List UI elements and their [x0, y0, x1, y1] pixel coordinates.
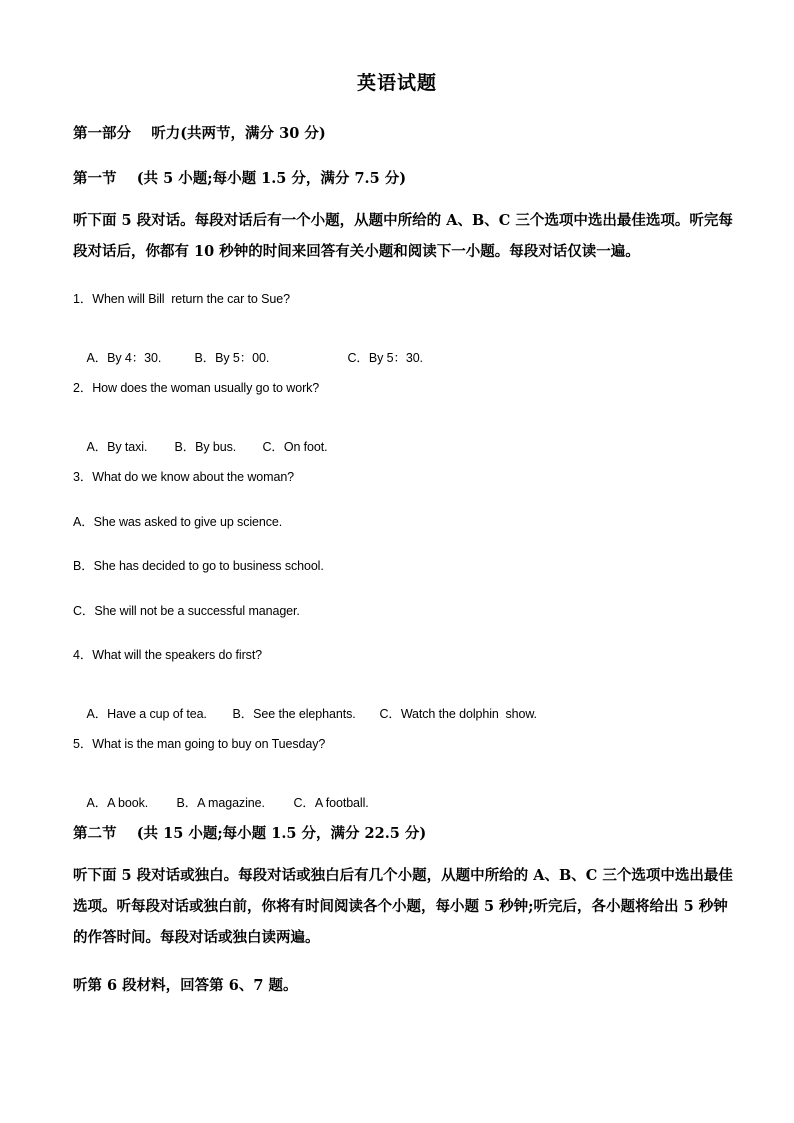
section2-instructions: 听下面 5 段对话或独白。每段对话或独白后有几个小题，从题中所给的 A、B、C 三个选项中选出最佳选项。听每段对话或独白前，你将有时间阅读各个小题，每小题 5 秒钟;听完后，各小题将给出 5 秒钟的作答时间。每段对话或独白读两遍。: [73, 867, 733, 946]
page-title: 英语试题: [356, 72, 437, 94]
question-4-stem: 4．What will the speakers do first?: [73, 648, 263, 662]
question-5-option-b: B．A magazine.: [176, 796, 265, 810]
question-4-option-a: A．Have a cup of tea.: [86, 707, 207, 721]
question-4-option-c: C．Watch the dolphin show.: [379, 707, 537, 721]
question-3-stem: 3．What do we know about the woman?: [73, 470, 295, 484]
question-2-stem: 2．How does the woman usually go to work?: [73, 381, 320, 395]
question-1-options: [73, 334, 423, 380]
question-4-option-b: B．See the elephants.: [232, 707, 356, 721]
question-2-option-a: A．By taxi.: [86, 440, 148, 454]
question-5-option-c: C．A football.: [293, 796, 369, 810]
question-5-stem: 5．What is the man going to buy on Tuesday?: [73, 737, 326, 751]
question-5-options: [73, 779, 369, 825]
question-5-option-a: A．A book.: [86, 796, 149, 810]
question-1-option-a: A．By 4：30.: [86, 351, 162, 365]
section1-instructions: 听下面 5 段对话。每段对话后有一个小题，从题中所给的 A、B、C 三个选项中选出最佳选项。听完每段对话后，你都有 10 秒钟的时间来回答有关小题和阅读下一小题。每段对话仅读一遍。: [73, 212, 733, 260]
question-1-stem: 1．When will Bill return the car to Sue?: [73, 292, 290, 306]
question-3-option-b: B．She has decided to go to business school.: [73, 559, 324, 573]
question-1-option-b: B．By 5：00.: [194, 351, 270, 365]
question-2-option-b: B．By bus.: [174, 440, 237, 454]
part1-heading: 第一部分 听力(共两节，满分 30 分): [73, 125, 326, 142]
question-4-options: [73, 690, 537, 736]
question-3-option-c: C．She will not be a successful manager.: [73, 604, 300, 618]
section1-heading: 第一节 (共 5 小题;每小题 1.5 分，满分 7.5 分): [73, 170, 407, 187]
question-3-option-a: A．She was asked to give up science.: [73, 515, 283, 529]
question-2-option-c: C．On foot.: [262, 440, 328, 454]
material-6-note: 听第 6 段材料，回答第 6、7 题。: [73, 977, 298, 994]
section2-heading: 第二节 (共 15 小题;每小题 1.5 分，满分 22.5 分): [73, 825, 427, 842]
question-1-option-c: C．By 5：30.: [347, 351, 423, 365]
question-2-options: [73, 423, 328, 469]
